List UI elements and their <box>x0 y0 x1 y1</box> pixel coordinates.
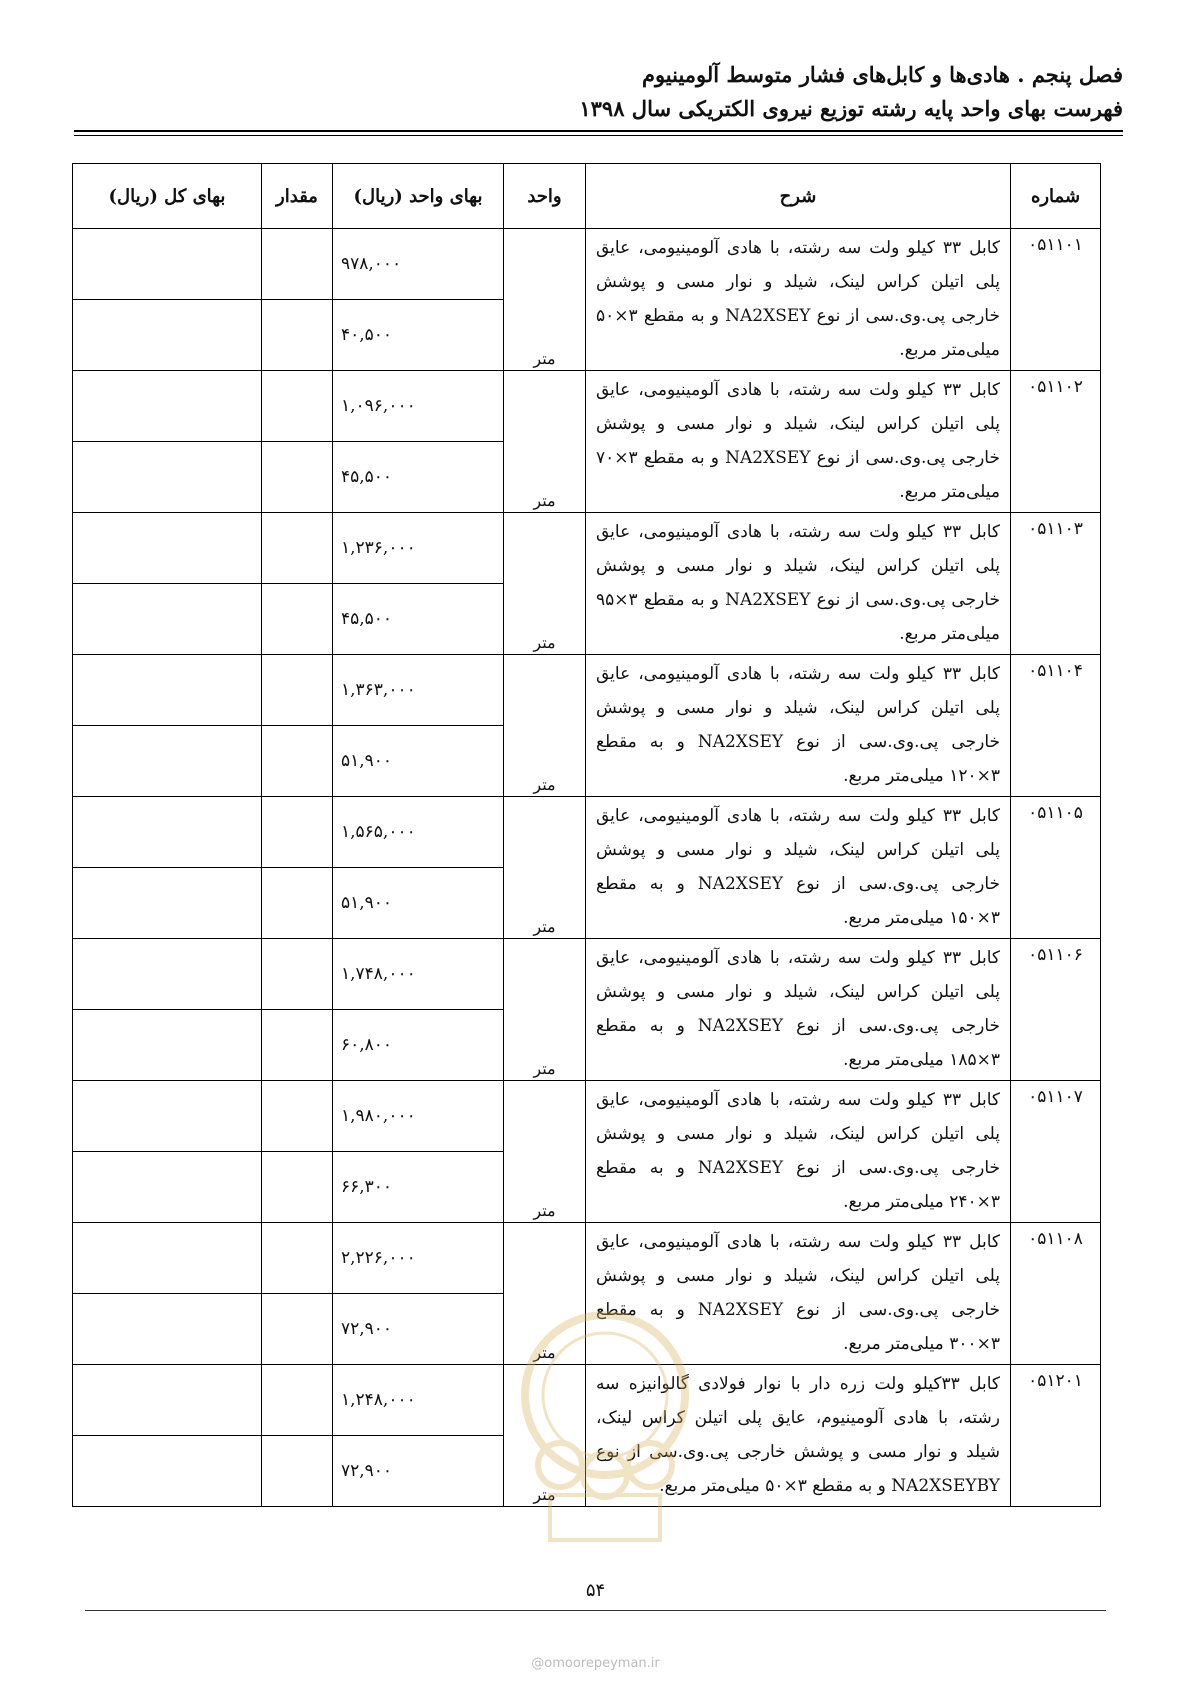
total-price-cell <box>73 1152 262 1223</box>
chapter-title: فصل پنجم . هادی‌ها و کابل‌های فشار متوسط آلومینیوم <box>641 62 1123 87</box>
unit-price-sub <box>333 1294 504 1365</box>
quantity-cell <box>262 229 333 300</box>
header-unit-price: بهای واحد (ریال) <box>333 164 504 229</box>
item-number: ۰۵۱۱۰۵ <box>1011 797 1101 939</box>
item-unit: متر <box>504 1081 586 1223</box>
unit-price-sub-value: ۵۱,۹۰۰ <box>341 893 393 913</box>
quantity-cell <box>262 371 333 442</box>
total-price-cell <box>73 300 262 371</box>
quantity-cell <box>262 442 333 513</box>
unit-price-main-value: ۱,۲۳۶,۰۰۰ <box>341 538 416 558</box>
page-header <box>579 58 1123 126</box>
total-price-cell <box>73 868 262 939</box>
total-price-cell <box>73 1294 262 1365</box>
unit-price-sub-value: ۷۲,۹۰۰ <box>341 1461 393 1481</box>
quantity-cell <box>262 1365 333 1436</box>
unit-price-sub <box>333 1436 504 1507</box>
unit-price-sub <box>333 726 504 797</box>
unit-price-sub-value: ۴۵,۵۰۰ <box>341 609 393 629</box>
total-price-cell <box>73 371 262 442</box>
total-price-cell <box>73 797 262 868</box>
item-description: کابل ۳۳ کیلو ولت سه رشته، با هادی آلومینیومی، عایق پلی اتیلن کراس لینک، شیلد و نوار مسی و پوشش خارجی پی.وی.سی از نوع NA2XSEY و به مقطع ۳×۱۸۵ میلی‌متر مربع. <box>586 939 1011 1081</box>
unit-price-main-value: ۱,۰۹۶,۰۰۰ <box>341 396 416 416</box>
unit-price-sub-value: ۶۰,۸۰۰ <box>341 1035 393 1055</box>
quantity-cell <box>262 1152 333 1223</box>
quantity-cell <box>262 939 333 1010</box>
unit-price-main <box>333 229 504 300</box>
total-price-cell <box>73 1436 262 1507</box>
item-number: ۰۵۱۱۰۶ <box>1011 939 1101 1081</box>
quantity-cell <box>262 726 333 797</box>
unit-price-main <box>333 1365 504 1436</box>
item-unit: متر <box>504 655 586 797</box>
watermark-text: @omoorepeyman.ir <box>531 1656 660 1671</box>
header-unit: واحد <box>504 164 586 229</box>
total-price-cell <box>73 1223 262 1294</box>
quantity-cell <box>262 1081 333 1152</box>
quantity-cell <box>262 797 333 868</box>
header-rule-thin <box>74 135 1123 136</box>
item-description: کابل ۳۳کیلو ولت زره دار با نوار فولادی گالوانیزه سه رشته، با هادی آلومینیوم، عایق پلی اتیلن کراس لینک، شیلد و نوار مسی و پوشش خارجی پی.وی.سی از نوع NA2XSEYBY و به مقطع ۳×۵۰ میلی‌متر مربع. <box>586 1365 1011 1507</box>
table-row <box>73 1081 1101 1152</box>
table-row <box>73 655 1101 726</box>
item-description: کابل ۳۳ کیلو ولت سه رشته، با هادی آلومینیومی، عایق پلی اتیلن کراس لینک، شیلد و نوار مسی و پوشش خارجی پی.وی.سی از نوع NA2XSEY و به مقطع ۳×۷۰ میلی‌متر مربع. <box>586 371 1011 513</box>
unit-price-sub-value: ۶۶,۳۰۰ <box>341 1177 393 1197</box>
quantity-cell <box>262 1294 333 1365</box>
unit-price-sub <box>333 868 504 939</box>
table-row <box>73 1223 1101 1294</box>
quantity-cell <box>262 300 333 371</box>
item-number: ۰۵۱۱۰۷ <box>1011 1081 1101 1223</box>
unit-price-main-value: ۱,۷۴۸,۰۰۰ <box>341 964 416 984</box>
quantity-cell <box>262 868 333 939</box>
unit-price-main-value: ۱,۵۶۵,۰۰۰ <box>341 822 416 842</box>
unit-price-main-value: ۹۷۸,۰۰۰ <box>341 254 402 274</box>
page-number: ۵۴ <box>585 1580 606 1601</box>
unit-price-main <box>333 371 504 442</box>
item-unit: متر <box>504 939 586 1081</box>
total-price-cell <box>73 513 262 584</box>
total-price-cell <box>73 726 262 797</box>
unit-price-main-value: ۱,۹۸۰,۰۰۰ <box>341 1106 416 1126</box>
header-total-price: بهای کل (ریال) <box>73 164 262 229</box>
table-row <box>73 513 1101 584</box>
item-number: ۰۵۱۱۰۴ <box>1011 655 1101 797</box>
unit-price-main-value: ۱,۳۶۳,۰۰۰ <box>341 680 416 700</box>
unit-price-sub-value: ۵۱,۹۰۰ <box>341 751 393 771</box>
item-description: کابل ۳۳ کیلو ولت سه رشته، با هادی آلومینیومی، عایق پلی اتیلن کراس لینک، شیلد و نوار مسی و پوشش خارجی پی.وی.سی از نوع NA2XSEY و به مقطع ۳×۱۵۰ میلی‌متر مربع. <box>586 797 1011 939</box>
unit-price-main-value: ۲,۲۲۶,۰۰۰ <box>341 1248 416 1268</box>
total-price-cell <box>73 584 262 655</box>
unit-price-main <box>333 1223 504 1294</box>
watermark-seal-icon <box>500 1300 710 1550</box>
table-row <box>73 797 1101 868</box>
header-number: شماره <box>1011 164 1101 229</box>
total-price-cell <box>73 1081 262 1152</box>
item-number: ۰۵۱۱۰۱ <box>1011 229 1101 371</box>
unit-price-sub-value: ۷۲,۹۰۰ <box>341 1319 393 1339</box>
item-number: ۰۵۱۲۰۱ <box>1011 1365 1101 1507</box>
unit-price-sub <box>333 300 504 371</box>
table-row <box>73 371 1101 442</box>
item-unit: متر <box>504 229 586 371</box>
item-description: کابل ۳۳ کیلو ولت سه رشته، با هادی آلومینیومی، عایق پلی اتیلن کراس لینک، شیلد و نوار مسی و پوشش خارجی پی.وی.سی از نوع NA2XSEY و به مقطع ۳×۵۰ میلی‌متر مربع. <box>586 229 1011 371</box>
unit-price-sub <box>333 1152 504 1223</box>
item-description: کابل ۳۳ کیلو ولت سه رشته، با هادی آلومینیومی، عایق پلی اتیلن کراس لینک، شیلد و نوار مسی و پوشش خارجی پی.وی.سی از نوع NA2XSEY و به مقطع ۳×۲۴۰ میلی‌متر مربع. <box>586 1081 1011 1223</box>
unit-price-sub <box>333 442 504 513</box>
unit-price-sub-value: ۴۵,۵۰۰ <box>341 467 393 487</box>
item-unit: متر <box>504 1365 586 1507</box>
total-price-cell <box>73 442 262 513</box>
quantity-cell <box>262 655 333 726</box>
total-price-cell <box>73 939 262 1010</box>
quantity-cell <box>262 1436 333 1507</box>
item-description: کابل ۳۳ کیلو ولت سه رشته، با هادی آلومینیومی، عایق پلی اتیلن کراس لینک، شیلد و نوار مسی و پوشش خارجی پی.وی.سی از نوع NA2XSEY و به مقطع ۳×۳۰۰ میلی‌متر مربع. <box>586 1223 1011 1365</box>
unit-price-sub-value: ۴۰,۵۰۰ <box>341 325 393 345</box>
item-unit: متر <box>504 797 586 939</box>
item-number: ۰۵۱۱۰۲ <box>1011 371 1101 513</box>
header-rule <box>74 130 1123 132</box>
unit-price-main <box>333 513 504 584</box>
footer-rule <box>85 1610 1106 1611</box>
table-row <box>73 939 1101 1010</box>
total-price-cell <box>73 1365 262 1436</box>
item-description: کابل ۳۳ کیلو ولت سه رشته، با هادی آلومینیومی، عایق پلی اتیلن کراس لینک، شیلد و نوار مسی و پوشش خارجی پی.وی.سی از نوع NA2XSEY و به مقطع ۳×۱۲۰ میلی‌متر مربع. <box>586 655 1011 797</box>
table-row <box>73 229 1101 300</box>
item-unit: متر <box>504 371 586 513</box>
unit-price-main <box>333 1081 504 1152</box>
total-price-cell <box>73 655 262 726</box>
item-unit: متر <box>504 513 586 655</box>
quantity-cell <box>262 1223 333 1294</box>
item-number: ۰۵۱۱۰۳ <box>1011 513 1101 655</box>
unit-price-sub <box>333 1010 504 1081</box>
unit-price-main-value: ۱,۲۴۸,۰۰۰ <box>341 1390 416 1410</box>
unit-price-sub <box>333 584 504 655</box>
document-title: فهرست بهای واحد پایه رشته توزیع نیروی الکتریکی سال ۱۳۹۸ <box>579 96 1123 121</box>
total-price-cell <box>73 229 262 300</box>
unit-price-main <box>333 797 504 868</box>
header-description: شرح <box>586 164 1011 229</box>
item-description: کابل ۳۳ کیلو ولت سه رشته، با هادی آلومینیومی، عایق پلی اتیلن کراس لینک، شیلد و نوار مسی و پوشش خارجی پی.وی.سی از نوع NA2XSEY و به مقطع ۳×۹۵ میلی‌متر مربع. <box>586 513 1011 655</box>
table-header-row <box>73 164 1101 229</box>
item-unit: متر <box>504 1223 586 1365</box>
quantity-cell <box>262 1010 333 1081</box>
quantity-cell <box>262 513 333 584</box>
item-number: ۰۵۱۱۰۸ <box>1011 1223 1101 1365</box>
unit-price-main <box>333 655 504 726</box>
header-quantity: مقدار <box>262 164 333 229</box>
quantity-cell <box>262 584 333 655</box>
unit-price-main <box>333 939 504 1010</box>
total-price-cell <box>73 1010 262 1081</box>
